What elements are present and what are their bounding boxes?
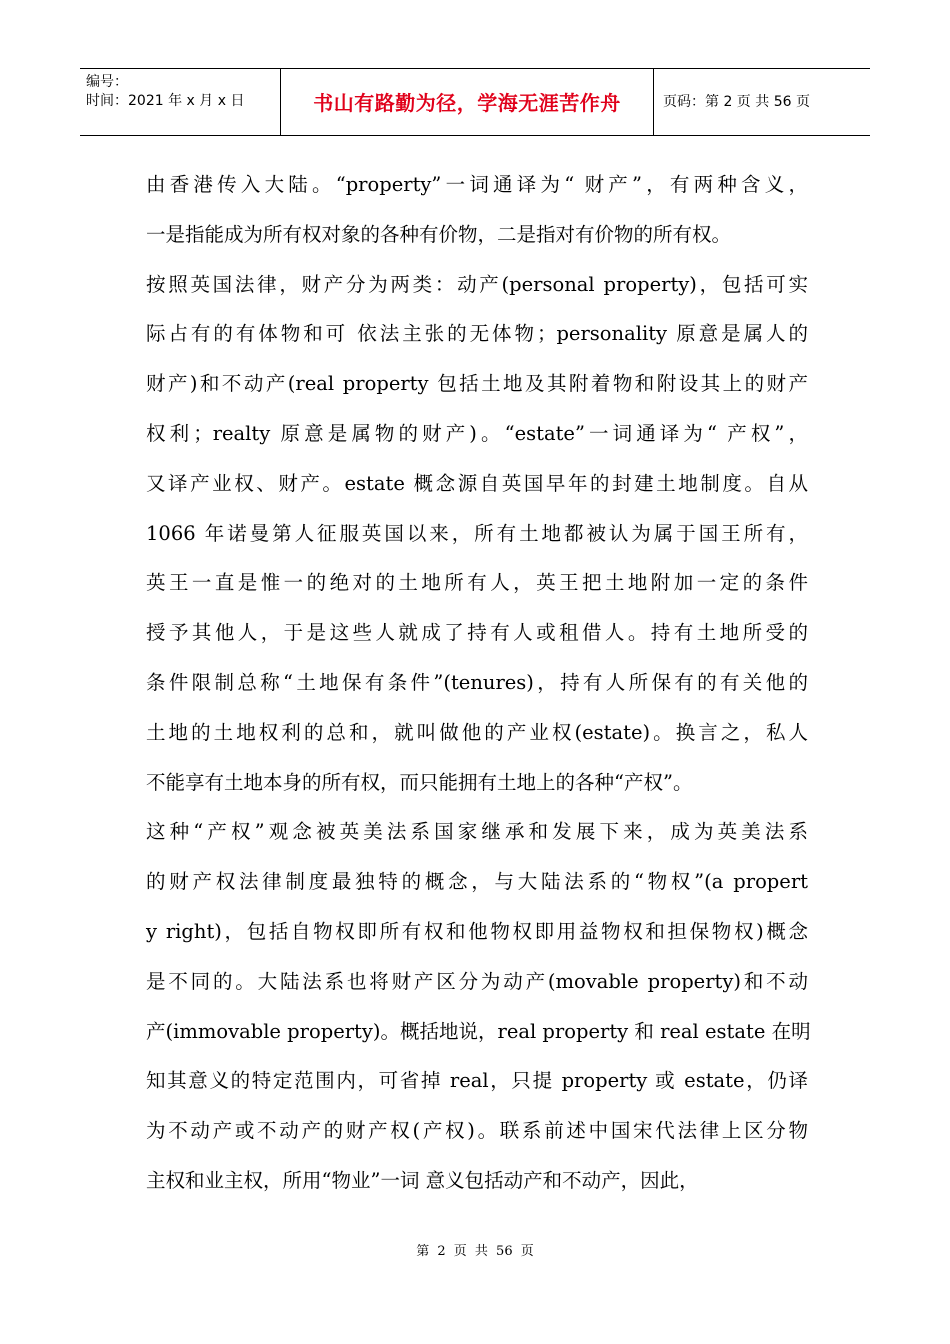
document-number-label: 编号： xyxy=(86,74,128,90)
body-line: 主权和业主权，所用“物业”一词 意义包括动产和不动产，因此， xyxy=(146,1168,699,1192)
body-line: 这种“产权”观念被英美法系国家继承和发展下来，成为英美法系 xyxy=(146,820,808,844)
body-line: 是不同的。大陆法系也将财产区分为动产(movable property)和不动 xyxy=(146,969,808,993)
body-line: 条件限制总称“土地保有条件”(tenures)，持有人所保有的有关他的 xyxy=(146,670,808,694)
body-line: 为不动产或不动产的财产权(产权)。联系前述中国宋代法律上区分物 xyxy=(146,1119,808,1143)
body-line: 由香港传入大陆。“property”一词通译为“ 财产”，有两种含义， xyxy=(146,173,808,196)
document-body xyxy=(146,160,811,1206)
page-footer: 第 2 页 共 56 页 xyxy=(416,1244,534,1259)
body-line: 1066 年诺曼第人征服英国以来，所有土地都被认为属于国王所有， xyxy=(146,521,808,545)
body-line: 一是指能成为所有权对象的各种有价物，二是指对有价物的所有权。 xyxy=(146,222,732,246)
header-page-info: 页码：第 2 页 共 56 页 xyxy=(663,94,810,110)
body-line: 财产)和不动产(real property 包括土地及其附着物和附设其上的财产 xyxy=(146,372,808,396)
document-date-label: 时间：2021 年 x 月 x 日 xyxy=(86,93,245,109)
body-line: 土地的土地权利的总和，就叫做他的产业权(estate)。换言之，私人 xyxy=(146,720,808,744)
body-line: 知其意义的特定范围内，可省掉 real，只提 property 或 estate，仍译 xyxy=(146,1069,808,1093)
body-line: y right)，包括自物权即所有权和他物权即用益物权和担保物权)概念 xyxy=(146,919,808,943)
body-line: 英王一直是惟一的绝对的土地所有人，英王把土地附加一定的条件 xyxy=(146,571,808,595)
body-line: 授予其他人，于是这些人就成了持有人或租借人。持有土地所受的 xyxy=(146,621,808,645)
page-header xyxy=(80,68,870,136)
body-line: 又译产业权、财产。estate 概念源自英国早年的封建土地制度。自从 xyxy=(146,471,808,495)
body-line: 权利；realty 原意是属物的财产)。“estate”一词通译为“ 产权”， xyxy=(146,421,808,445)
header-motto: 书山有路勤为径，学海无涯苦作舟 xyxy=(281,69,654,135)
body-line: 的财产权法律制度最独特的概念，与大陆法系的“物权”(a propert xyxy=(146,870,808,894)
body-line: 产(immovable property)。概括地说，real property 和 real estate 在明 xyxy=(146,1019,811,1043)
header-meta xyxy=(80,69,281,135)
body-line: 际占有的有体物和可 依法主张的无体物；personality 原意是属人的 xyxy=(146,322,808,346)
body-line: 按照英国法律，财产分为两类：动产(personal property)，包括可实 xyxy=(146,272,808,296)
body-line: 不能享有土地本身的所有权，而只能拥有土地上的各种“产权”。 xyxy=(146,770,693,794)
